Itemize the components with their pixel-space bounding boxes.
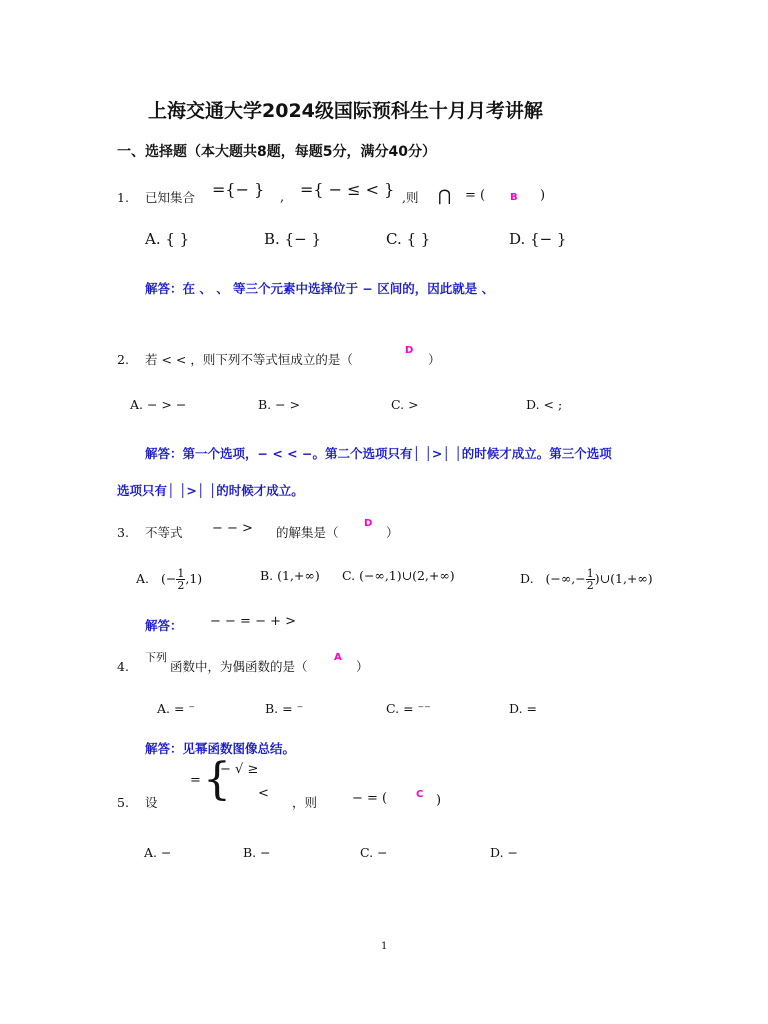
option-c: C. (−∞,1)∪(2,+∞): [342, 568, 455, 583]
then-text: ，则: [292, 795, 318, 810]
solution-math: − − = − + >: [210, 614, 297, 629]
intersection-symbol: ⋂: [438, 186, 452, 205]
equals-sign: =: [190, 773, 201, 788]
answer-key: D: [405, 345, 414, 356]
option-a: [136, 568, 202, 591]
option-d: [520, 568, 653, 591]
option-d: D. < ;: [526, 397, 563, 412]
option-c: C. >: [391, 397, 419, 412]
question-stem-b: 的解集是（: [276, 525, 339, 540]
page-number: 1: [381, 941, 388, 952]
denominator: 2: [586, 579, 594, 592]
option-a: A. = ⁻: [157, 701, 196, 716]
numerator: 1: [586, 567, 594, 580]
option-b: B. (1,+∞): [260, 568, 320, 583]
option-label: D.: [520, 571, 534, 586]
question-number: 1.: [117, 190, 129, 205]
option-a: A. −: [144, 845, 172, 860]
answer-key: D: [364, 518, 373, 529]
question-number: 4.: [117, 659, 129, 674]
set-a: ={− }: [212, 180, 265, 199]
option-a: A. { }: [145, 230, 190, 248]
close-paren: ）: [428, 352, 441, 367]
close-paren: ）: [386, 525, 399, 540]
section-heading: 一、选择题（本大题共8题，每题5分，满分40分）: [117, 144, 436, 160]
option-c: C. −: [360, 845, 388, 860]
question-stem-top: 下列: [145, 651, 167, 664]
close-paren: ): [540, 188, 546, 203]
question-stem: 若 < < ，则下列不等式恒成立的是（: [145, 352, 353, 367]
solution-line-1: 解答：第一个选项，− < < −。第二个选项只有│ │>│ │的时候才成立。第三个选项: [145, 446, 612, 461]
then-text: ,则: [402, 190, 419, 205]
option-b: B. − >: [258, 397, 301, 412]
answer-key: C: [416, 789, 424, 800]
option-b: B. = ⁻: [265, 701, 304, 716]
answer-key: A: [334, 652, 342, 663]
set-b: ={ − ≤ < }: [300, 180, 395, 199]
fraction: [586, 568, 595, 591]
question-number: 2.: [117, 352, 129, 367]
answer-key: B: [510, 192, 518, 203]
question-stem: 不等式: [145, 525, 183, 540]
question-stem: 设: [145, 795, 158, 810]
option-d: D. {− }: [509, 230, 567, 248]
question-number: 3.: [117, 525, 129, 540]
comma: ,: [280, 190, 285, 205]
solution: 解答：见幂函数图像总结。: [145, 741, 296, 756]
solution: 解答：在 、 、 等三个元素中选择位于 − 区间的，因此就是 、: [145, 281, 495, 296]
equals-paren: = (: [465, 188, 486, 203]
piecewise-brace: {: [203, 754, 231, 805]
solution-label: 解答：: [145, 618, 183, 633]
option-b: B. −: [243, 845, 271, 860]
close-paren: ): [436, 793, 442, 808]
option-c: C. = ⁻⁻: [386, 701, 431, 716]
option-d: D. −: [490, 845, 518, 860]
question-number: 5.: [117, 795, 129, 810]
solution-line-2: 选项只有│ │>│ │的时候才成立。: [117, 483, 304, 498]
fraction: [176, 568, 185, 591]
interval-close: ,1): [185, 571, 203, 586]
inequality: − − >: [212, 521, 253, 536]
numerator: 1: [177, 567, 185, 580]
case-1: − √ ≥: [220, 762, 259, 777]
option-b: B. {− }: [264, 230, 321, 248]
expression: − = (: [352, 791, 388, 806]
question-stem: 函数中，为偶函数的是（: [170, 659, 308, 674]
close-paren: ）: [356, 659, 369, 674]
denominator: 2: [177, 579, 185, 592]
option-c: C. { }: [386, 230, 431, 248]
page-title: 上海交通大学2024级国际预科生十月月考讲解: [148, 100, 543, 122]
option-a: A. − > −: [130, 397, 187, 412]
case-2: <: [258, 786, 269, 801]
option-label: A.: [136, 571, 150, 586]
interval-open: (−∞,−: [545, 571, 586, 586]
option-d: D. =: [509, 701, 537, 716]
interval-close: )∪(1,+∞): [594, 571, 653, 586]
question-stem: 已知集合: [145, 190, 196, 205]
interval-open: (−: [161, 571, 177, 586]
